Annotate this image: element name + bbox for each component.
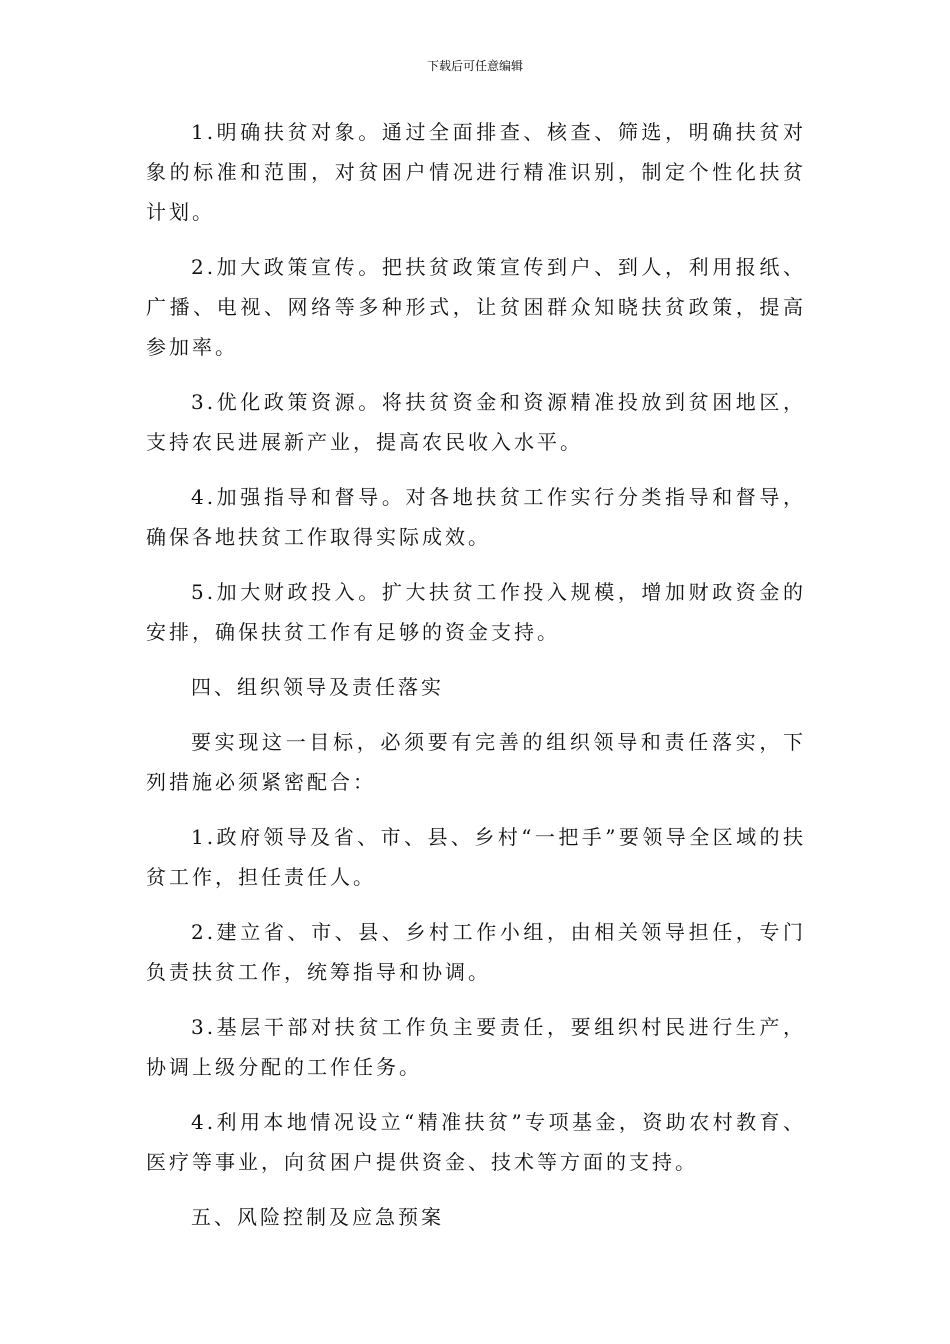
paragraph-measure-5: 5.加大财政投入。扩大扶贫工作投入规模，增加财政资金的安排，确保扶贫工作有足够的资金支持。 bbox=[146, 580, 806, 644]
document-body bbox=[146, 112, 806, 1252]
paragraph-intro: 要实现这一目标，必须要有完善的组织领导和责任落实，下列措施必须紧密配合： bbox=[146, 730, 806, 794]
paragraph-measure-1: 1.明确扶贫对象。通过全面排查、核查、筛选，明确扶贫对象的标准和范围，对贫困户情况进行精准识别，制定个性化扶贫计划。 bbox=[146, 120, 806, 224]
paragraph-org-4: 4.利用本地情况设立“精准扶贫”专项基金，资助农村教育、医疗等事业，向贫困户提供资金、技术等方面的支持。 bbox=[146, 1110, 806, 1174]
paragraph-measure-3: 3.优化政策资源。将扶贫资金和资源精准投放到贫困地区，支持农民进展新产业，提高农民收入水平。 bbox=[146, 390, 806, 454]
section-heading-5: 五、风险控制及应急预案 bbox=[191, 1205, 444, 1229]
section-heading-4: 四、组织领导及责任落实 bbox=[191, 675, 444, 699]
paragraph-measure-2: 2.加大政策宣传。把扶贫政策宣传到户、到人，利用报纸、广播、电视、网络等多种形式，让贫困群众知晓扶贫政策，提高参加率。 bbox=[146, 255, 806, 359]
paragraph-org-3: 3.基层干部对扶贫工作负主要责任，要组织村民进行生产，协调上级分配的工作任务。 bbox=[146, 1015, 806, 1079]
page-header-note: 下载后可任意编辑 bbox=[426, 59, 523, 73]
paragraph-org-2: 2.建立省、市、县、乡村工作小组，由相关领导担任，专门负责扶贫工作，统筹指导和协调。 bbox=[146, 920, 806, 984]
paragraph-measure-4: 4.加强指导和督导。对各地扶贫工作实行分类指导和督导，确保各地扶贫工作取得实际成效。 bbox=[146, 485, 806, 549]
paragraph-org-1: 1.政府领导及省、市、县、乡村“一把手”要领导全区域的扶贫工作，担任责任人。 bbox=[146, 825, 806, 889]
